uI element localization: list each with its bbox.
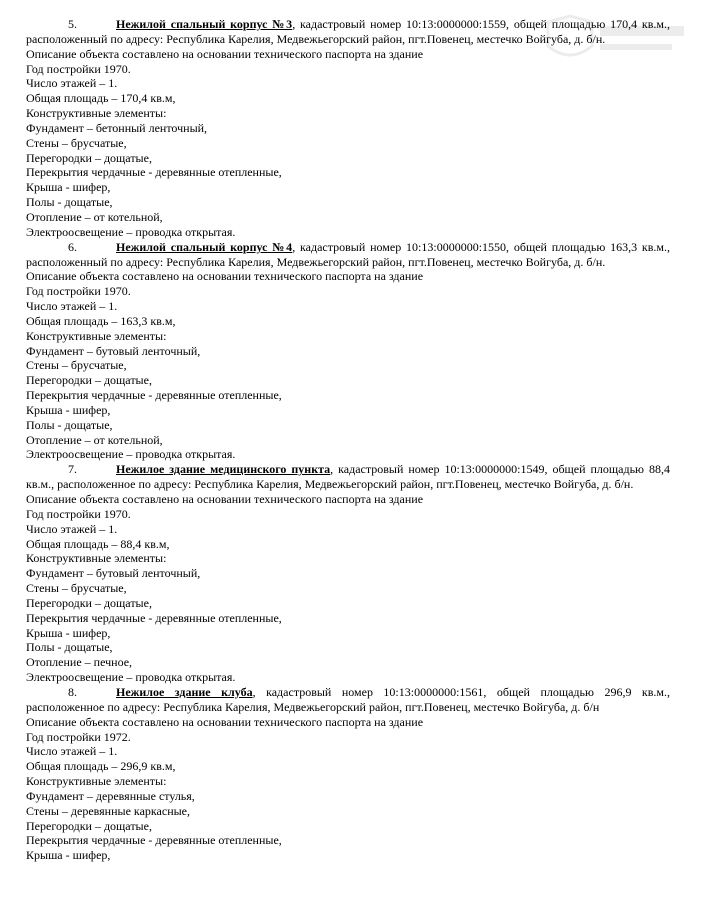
floors-line: Число этажей – 1. [26, 299, 118, 314]
item-number: 8. [68, 684, 77, 699]
partitions-line: Перегородки – дощатые, [26, 150, 152, 165]
property-title: Нежилой спальный корпус №4 [116, 239, 293, 254]
description-line: Описание объекта составлено на основании технического паспорта на здание [26, 492, 424, 506]
foundation-line: Фундамент – бутовый ленточный, [26, 566, 201, 581]
property-title: Нежилое здание медицинского пункта [116, 462, 331, 477]
property-title: Нежилой спальный корпус №3 [116, 17, 293, 31]
walls-line: Стены – брусчатые, [26, 358, 127, 373]
heating-line: Отопление – от котельной, [26, 209, 163, 224]
property-details: , кадастровый номер 10:13:0000000:1561, общей площадью 296,9 кв.м., расположенное по адресу: Республика Карелия, Медвежьегорский район, пгт.Повенец, местечко Войгуба, д. б/н [26, 684, 671, 714]
structure-heading-line: Конструктивные элементы: [26, 774, 167, 789]
year-built-line: Год постройки 1970. [26, 506, 131, 521]
property-title: Нежилое здание клуба [116, 684, 253, 699]
structure-heading-line: Конструктивные элементы: [26, 106, 167, 121]
property-item [26, 685, 670, 863]
electricity-line: Электроосвещение – проводка открытая. [26, 224, 236, 239]
area-line: Общая площадь – 88,4 кв.м, [26, 536, 170, 551]
floors-material-line: Полы - дощатые, [26, 195, 113, 210]
attic-floors-line: Перекрытия чердачные - деревянные отепленные, [26, 388, 282, 403]
floors-material-line: Полы - дощатые, [26, 417, 113, 432]
year-built-line: Год постройки 1972. [26, 729, 131, 744]
property-item [26, 17, 670, 240]
attic-floors-line: Перекрытия чердачные - деревянные отепленные, [26, 165, 282, 180]
electricity-line: Электроосвещение – проводка открытая. [26, 670, 236, 685]
property-details: , кадастровый номер 10:13:0000000:1559, общей площадью 170,4 кв.м., расположенный по адресу: Республика Карелия, Медвежьегорский район, пгт.Повенец, местечко Войгуба, д. б/н. [26, 17, 671, 46]
electricity-line: Электроосвещение – проводка открытая. [26, 447, 236, 462]
foundation-line: Фундамент – бутовый ленточный, [26, 343, 201, 358]
partitions-line: Перегородки – дощатые, [26, 373, 152, 388]
property-heading [26, 462, 670, 492]
description-line: Описание объекта составлено на основании технического паспорта на здание [26, 46, 424, 61]
floors-material-line: Полы - дощатые, [26, 640, 113, 655]
area-line: Общая площадь – 296,9 кв.м, [26, 759, 176, 774]
item-number: 6. [68, 239, 77, 254]
item-number: 5. [68, 17, 77, 31]
roof-line: Крыша - шифер, [26, 402, 111, 417]
floors-line: Число этажей – 1. [26, 521, 118, 536]
foundation-line: Фундамент – бетонный ленточный, [26, 120, 208, 135]
floors-line: Число этажей – 1. [26, 76, 118, 91]
property-item [26, 240, 670, 463]
roof-line: Крыша - шифер, [26, 848, 111, 863]
walls-line: Стены – брусчатые, [26, 581, 127, 596]
attic-floors-line: Перекрытия чердачные - деревянные отепленные, [26, 833, 282, 848]
walls-line: Стены – брусчатые, [26, 135, 127, 150]
heating-line: Отопление – от котельной, [26, 432, 163, 447]
heating-line: Отопление – печное, [26, 655, 133, 670]
structure-heading-line: Конструктивные элементы: [26, 551, 167, 566]
foundation-line: Фундамент – деревянные стулья, [26, 788, 195, 803]
year-built-line: Год постройки 1970. [26, 284, 131, 299]
year-built-line: Год постройки 1970. [26, 61, 131, 76]
description-line: Описание объекта составлено на основании технического паспорта на здание [26, 269, 424, 284]
area-line: Общая площадь – 163,3 кв.м, [26, 313, 176, 328]
walls-line: Стены – деревянные каркасные, [26, 803, 191, 818]
property-details: , кадастровый номер 10:13:0000000:1549, общей площадью 88,4 кв.м., расположенное по адресу: Республика Карелия, Медвежьегорский район, пгт.Повенец, местечко Войгуба, д. б/н. [26, 462, 670, 492]
property-heading [26, 685, 670, 715]
attic-floors-line: Перекрытия чердачные - деревянные отепленные, [26, 610, 282, 625]
structure-heading-line: Конструктивные элементы: [26, 328, 167, 343]
property-item [26, 462, 670, 685]
area-line: Общая площадь – 170,4 кв.м, [26, 91, 176, 106]
item-number: 7. [68, 462, 77, 477]
roof-line: Крыша - шифер, [26, 625, 111, 640]
description-line: Описание объекта составлено на основании технического паспорта на здание [26, 714, 424, 729]
property-heading [26, 17, 670, 47]
property-details: , кадастровый номер 10:13:0000000:1550, общей площадью 163,3 кв.м., расположенный по адресу: Республика Карелия, Медвежьегорский район, пгт.Повенец, местечко Войгуба, д. б/н. [26, 239, 671, 269]
roof-line: Крыша - шифер, [26, 180, 111, 195]
partitions-line: Перегородки – дощатые, [26, 818, 152, 833]
floors-line: Число этажей – 1. [26, 744, 118, 759]
property-heading [26, 240, 670, 270]
partitions-line: Перегородки – дощатые, [26, 595, 152, 610]
